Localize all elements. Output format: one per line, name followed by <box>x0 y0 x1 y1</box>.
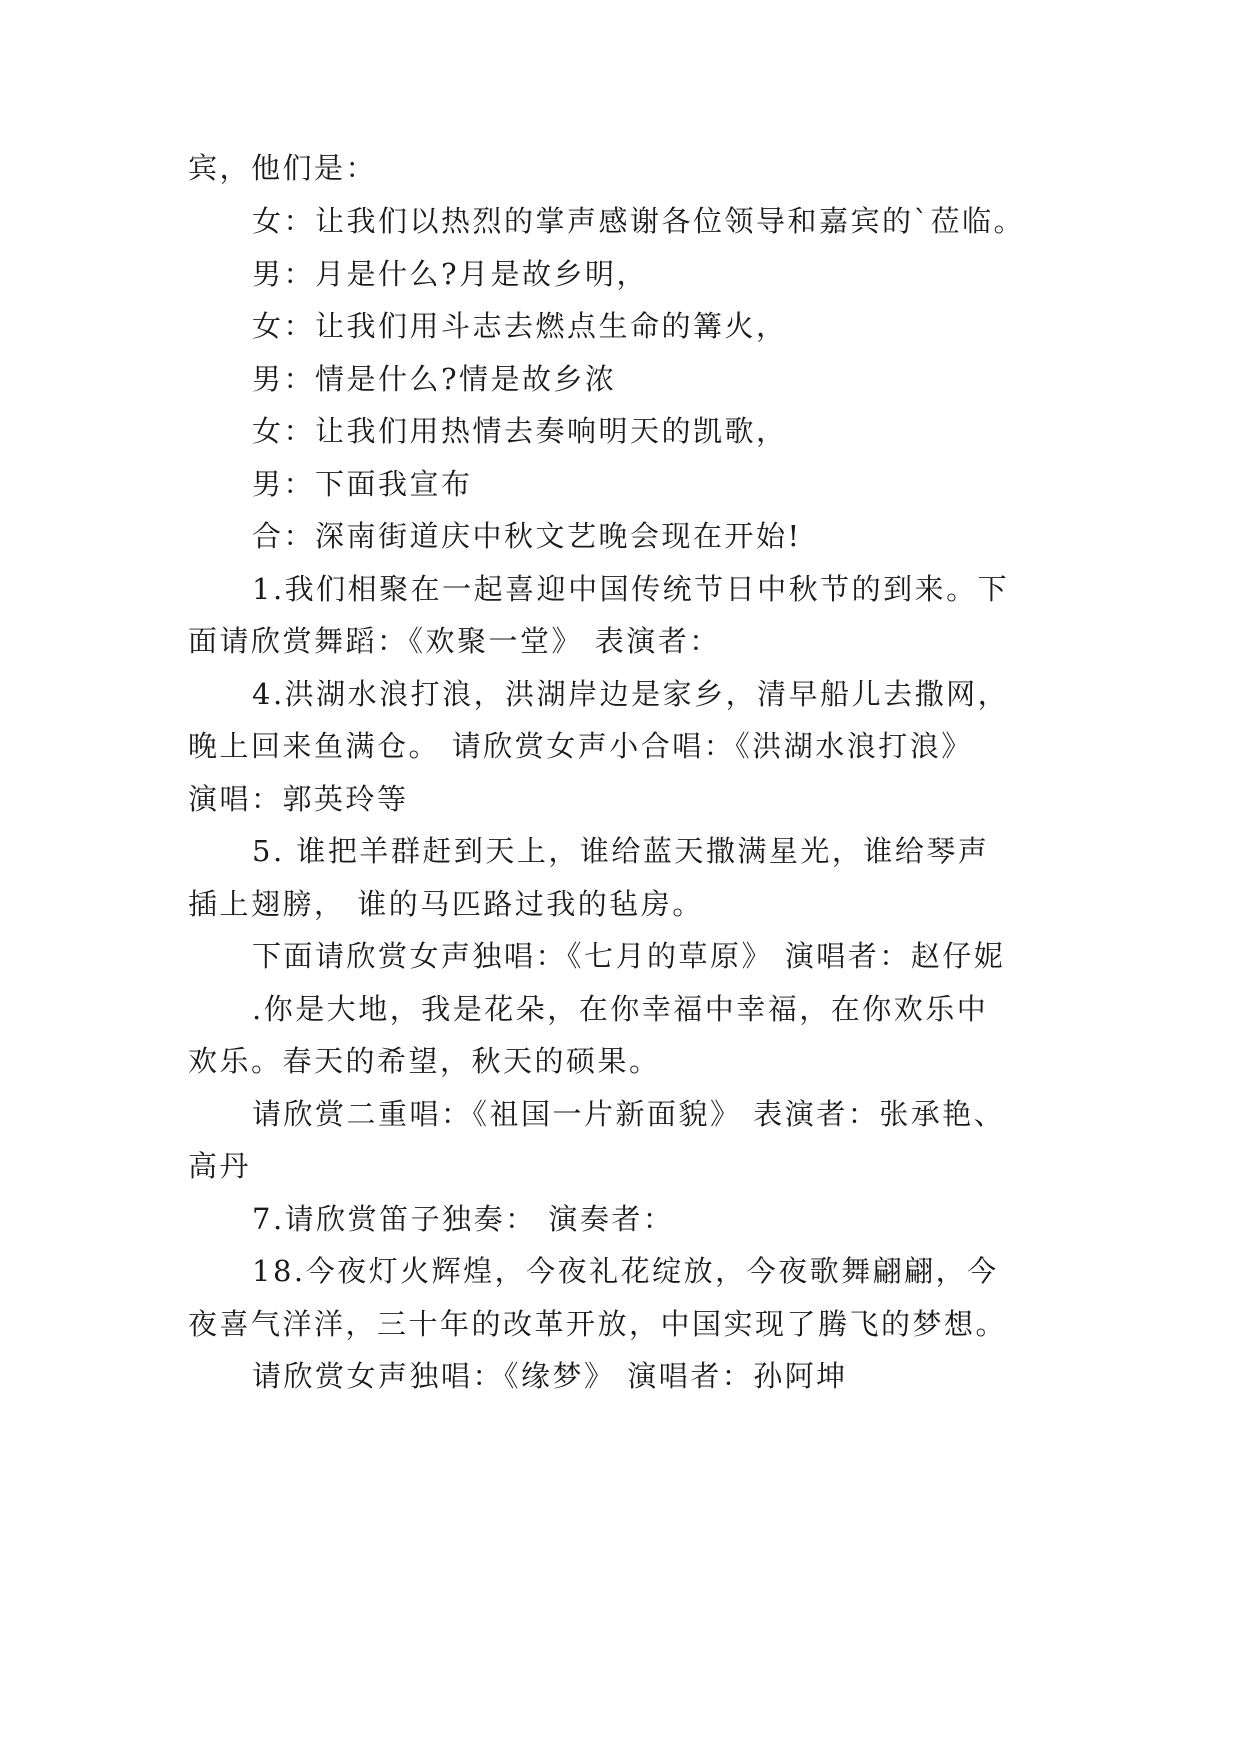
text-line: 插上翅膀， 谁的马匹路过我的毡房。 <box>188 887 704 921</box>
text-line: 18.今夜灯火辉煌，今夜礼花绽放，今夜歌舞翩翩，今 <box>252 1254 999 1288</box>
text-line: 请欣赏女声独唱：《缘梦》 演唱者：孙阿坤 <box>252 1359 848 1393</box>
text-line: 合：深南街道庆中秋文艺晚会现在开始! <box>252 519 802 553</box>
text-line: 女：让我们用斗志去燃点生命的篝火， <box>252 309 788 343</box>
text-line: 宾，他们是： <box>188 151 378 185</box>
text-line: 夜喜气洋洋，三十年的改革开放，中国实现了腾飞的梦想。 <box>188 1307 1008 1341</box>
text-line: 欢乐。春天的希望，秋天的硕果。 <box>188 1044 661 1078</box>
text-line: 下面请欣赏女声独唱：《七月的草原》 演唱者：赵仔妮 <box>252 939 1006 973</box>
text-line: 男：情是什么?情是故乡浓 <box>252 362 617 396</box>
text-line: 1.我们相聚在一起喜迎中国传统节日中秋节的到来。下 <box>252 572 1010 606</box>
text-line: 高丹 <box>188 1149 252 1183</box>
text-line: 演唱：郭英玲等 <box>188 782 409 816</box>
text-line: .你是大地，我是花朵，在你幸福中幸福，在你欢乐中 <box>252 992 989 1026</box>
text-line: 晚上回来鱼满仓。 请欣赏女声小合唱：《洪湖水浪打浪》 <box>188 729 973 763</box>
text-line: 男：月是什么?月是故乡明， <box>252 257 649 291</box>
text-line: 5. 谁把羊群赶到天上，谁给蓝天撒满星光，谁给琴声 <box>252 834 990 868</box>
text-line: 女：让我们以热烈的掌声感谢各位领导和嘉宾的`莅临。 <box>252 204 1026 238</box>
text-line: 4.洪湖水浪打浪，洪湖岸边是家乡，清早船儿去撒网， <box>252 677 1010 711</box>
text-line: 请欣赏二重唱：《祖国一片新面貌》 表演者：张承艳、 <box>252 1097 1006 1131</box>
text-line: 7.请欣赏笛子独奏： 演奏者： <box>252 1202 675 1236</box>
text-line: 面请欣赏舞蹈：《欢聚一堂》 表演者： <box>188 624 721 658</box>
text-line: 男：下面我宣布 <box>252 467 473 501</box>
text-line: 女：让我们用热情去奏响明天的凯歌， <box>252 414 788 448</box>
